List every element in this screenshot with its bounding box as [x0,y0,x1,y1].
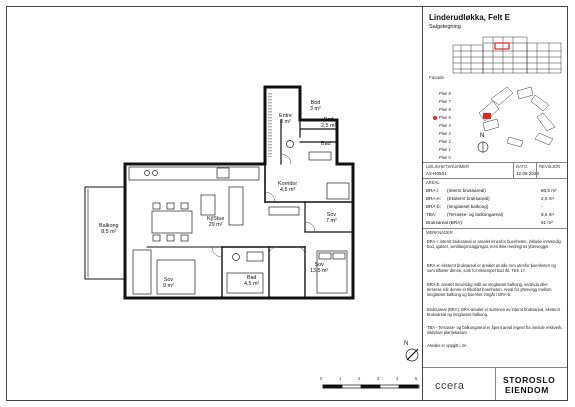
floor-plan-3: Plan 3 [439,131,451,136]
scale-tick-5: 5 [415,376,418,381]
area-value-brab: - [541,204,543,209]
dining-table [152,211,192,233]
area-value-brai: 86,5 m² [541,188,557,193]
project-subtitle: Salgstegning [429,24,461,30]
area-desc-brab: (Innglasset balkong) [447,204,489,209]
area-code-tba: TBA: [426,212,437,217]
scale-tick-2: 2 [358,376,361,381]
room-entre: Entre 8 m² [279,113,292,126]
title-block [422,7,567,400]
sofa [229,187,243,225]
remark-tba: TBA - Terrasse- og balkongareal er åpent areal regnet fra innside rekkverk, inklusive plantekasser. [427,325,563,336]
area-desc-brae: (Eksternt bruksareal) [447,196,490,201]
date-header: DATO [516,164,528,169]
room-bod-3: Bod 3 m² [310,100,321,113]
floor-plan-2: Plan 2 [439,139,451,144]
storoslo-logo-line2: EIENDOM [505,385,549,395]
floor-plan-5: Plan 5 [439,115,451,120]
storoslo-logo-line1: STOROSLO [503,375,556,385]
compass-north-label: N [404,341,409,347]
kitchen-counter [129,167,259,180]
remark-units: Arealer er oppgitt i m². [427,343,468,348]
floor-plan-0: Plan 0 [439,155,451,160]
compass [406,349,418,361]
floor-plan [7,7,421,400]
remark-brae: BRA-e: eksternt bruksareal er arealet av alle rom utenfor boenheten og som tilhører denne, som for eksempel bod iht. TEK 17. [427,263,556,274]
drawing-sheet [6,6,568,401]
floor-plan-6: Plan 6 [439,107,451,112]
remark-bra: Bruksareal (BRA): BRA-arealet er summen av internt bruksareal, eksternt bruksareal og innglasset balkong. [427,307,561,318]
scale-tick-0: 0 [320,376,323,381]
floor-plan-8: Plan 8 [439,91,451,96]
project-title: Linderudløkka, Felt E [429,13,510,22]
site-highlight [483,113,491,119]
remark-brab: BRA-b: arealet innvendig målt av innglasset balkong, veranda eller terrasse når denne er tilkoblet boenheten. Areal for yttervegg mellom innglasset balkong og boenhet inngår i BRA-b. [427,282,552,298]
scale-tick-1: 1 [339,376,342,381]
room-bod-25: Bod 2,5 m² [321,117,337,130]
facade-drawing [451,31,563,75]
revision-header: REVISJON [539,164,560,169]
room-balkong: Balkong 8,5 m² [99,223,119,236]
floor-plan-1: Plan 1 [439,147,451,152]
room-bad-45: Bad 4,5 m² [244,275,260,288]
room-korridor: Korridor 4,5 m² [278,181,298,194]
site-plan [469,83,561,157]
selected-floor-marker [433,116,437,120]
area-code-bra: Bruksareal (BRA): [426,220,464,225]
room-bad-upper: Bad [321,141,331,147]
area-code-brae: BRA-e: [426,196,441,201]
facade-label: Fasade [429,75,445,80]
unit-number-header: LEILIGHETSNUMMER [426,164,470,169]
remark-brai: BRA-i: internt bruksareal er arealet innenfor boenheten, inklusiv innvendig bod, sjakter, ventilasjonsaggregat, men ikke medregnet yttervegger. [427,239,561,250]
toilet [233,254,240,261]
floor-plan-4: Plan 4 [439,123,451,128]
area-desc-brai: (Internt bruksareal) [447,188,486,193]
room-kjokken-stue: Kj/Stue 29 m² [207,216,225,229]
scale-bar [323,385,419,388]
area-code-brai: BRA-i: [426,188,440,193]
bed-sov7 [327,183,349,199]
area-code-brab: BRA-b: [426,204,441,209]
scale-tick-3: 3 [377,376,380,381]
site-compass-north: N [480,133,485,139]
room-sov-7: Sov 7 m² [326,212,337,225]
date-value: 12.08.2025 [516,171,539,176]
scale-tick-4: 4 [396,376,399,381]
facade-highlight [495,43,509,49]
floor-plan-7: Plan 7 [439,99,451,104]
unit-number: A2-H0501 [426,171,447,176]
area-desc-tba: (Terrasse- og balkongareal) [447,212,504,217]
site-compass [478,141,488,153]
remarks-header: MERKNADER [426,230,453,235]
area-value-tba: 8,5 m² [541,212,555,217]
area-value-bra: 91 m² [541,220,553,225]
room-sov-9: Sov 9 m² [163,277,174,290]
room-sov-135: Sov 13,5 m² [310,262,329,275]
ccera-logo: ccera [435,380,465,392]
area-value-brae: 2,5 m² [541,196,555,201]
area-header: AREAL [426,180,440,185]
